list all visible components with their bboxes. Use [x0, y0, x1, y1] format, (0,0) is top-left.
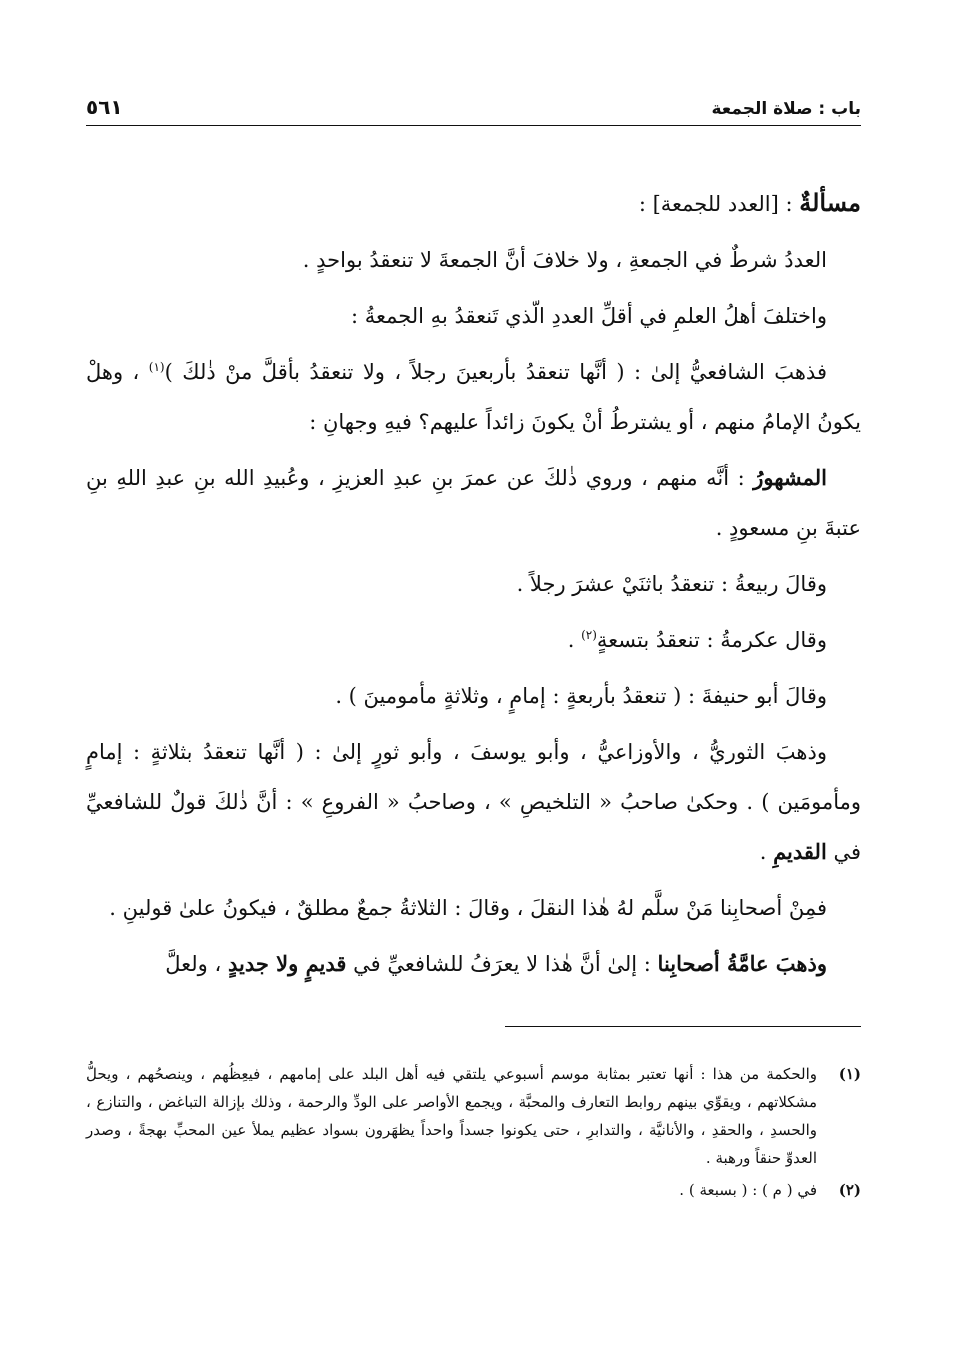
paragraph-5: وقالَ ربيعةُ : تنعقدُ باثنَيْ عشرَ رجلاً . — [516, 572, 827, 596]
footnote-2 — [86, 1176, 861, 1204]
paragraph-6 — [86, 615, 861, 665]
chapter-title: باب : صلاة الجمعة — [711, 99, 861, 119]
masala-label: مسألةٌ — [799, 188, 861, 217]
footnote-2-text: في ( م ) : ( بسبعة ) . — [679, 1181, 817, 1199]
paragraph-8-text-a: وذهبَ الثوريُّ ، والأوزاعيُّ ، وأبو يوسفَ ، وأبو ثورٍ إلىٰ : ( أنَّها تنعقدُ بثلاثةٍ : إمامٍ ومأمومَين ) . وحكىٰ صاحبُ « التلخيصِ » ، وصاحبُ « الفروعِ » : أنَّ ذٰلكَ قولٌ للشافعيِّ في — [86, 740, 861, 864]
paragraph-10 — [86, 939, 861, 989]
paragraph-10-text-mid: : إلىٰ أنَّ هٰذا لا يعرَفُ للشافعيِّ في — [346, 952, 658, 976]
paragraph-8 — [86, 727, 861, 877]
paragraph-3-text-a: فذهبَ الشافعيُّ إلىٰ : ( أنَّها تنعقدُ بأربعينَ رجلاً ، ولا تنعقدُ بأقلَّ منْ ذٰلكَ ) — [164, 360, 827, 384]
paragraph-3 — [86, 347, 861, 447]
footnotes — [86, 1060, 861, 1208]
page-number: ٥٦١ — [86, 95, 123, 119]
paragraph-6-text-a: وقال عكرمةُ : تنعقدُ بتسعةٍ — [596, 628, 827, 652]
footnote-2-number: (٢) — [838, 1181, 861, 1199]
paragraph-2: واختلفَ أهلُ العلمِ في أقلِّ العددِ الّذي تَنعقدُ بهِ الجمعةُ : — [350, 304, 827, 328]
footnote-1 — [86, 1060, 861, 1172]
paragraph-8-text-b: . — [759, 840, 774, 864]
footnote-ref-1[interactable]: (١) — [148, 360, 165, 374]
paragraph-7: وقالَ أبو حنيفةَ : ( تنعقدُ بأربعةٍ : إمامٍ ، وثلاثةٍ مأمومينَ ) . — [335, 684, 827, 708]
paragraph-10-text-end: ، ولعلَّ — [165, 952, 228, 976]
masala-topic: : [العدد للجمعة] : — [638, 192, 800, 216]
paragraph-4-bold: المشهورُ — [753, 465, 827, 490]
paragraph-3-text-b: ، وهلْ يكونُ الإمامُ منهم ، أو يشترطُ أنْ يكونَ زائداً عليهم؟ فيهِ وجهانِ : — [86, 360, 861, 434]
paragraph-10-bold-2: قديمٍ ولا جديدٍ — [227, 951, 347, 976]
paragraph-4 — [86, 453, 861, 553]
paragraph-1: العددُ شرطٌ في الجمعةِ ، ولا خلافَ أنَّ الجمعةَ لا تنعقدُ بواحدٍ . — [302, 248, 827, 272]
footnote-divider — [505, 1026, 861, 1027]
main-text — [86, 178, 861, 995]
footnote-1-number: (١) — [838, 1065, 861, 1083]
paragraph-10-bold-1: وذهبَ عامَّةُ أصحابِنا — [657, 951, 827, 976]
footnote-ref-2[interactable]: (٢) — [581, 628, 597, 642]
footnote-1-text: والحكمة من هذا : أنها تعتبر بمثابة موسم أسبوعي يلتقي فيه أهل البلد على إمامهم ، فيعِظُهم ، وينصحُهم ، ويحلُّ مشكلاتهم ، ويقوِّي بينهم روابط التعارف والمحبَّة ، ويجمع الأواصر على الودِّ والرحمة ، وذلك بإزالة التباغض ، والتنازع ، والحسدِ ، والحقدِ ، والأنانيَّة ، والتدابرِ ، حتى يكونوا جسداً واحداً يظهَرون بسواد عظيم يملأ عين المحبِّ بهجةً ، وصدر العدوِّ حنقاً ورهبة . — [86, 1065, 817, 1167]
paragraph-8-bold: القديمِ — [773, 839, 827, 864]
running-header — [86, 86, 861, 126]
paragraph-4-text: : أنَّه منهم ، وروي ذٰلكَ عن عمرَ بنِ عبدِ العزيزِ ، وعُبيدِ الله بنِ عبدِ اللهِ بنِ عتبةَ بنِ مسعودٍ . — [86, 466, 861, 540]
paragraph-6-text-b: . — [567, 628, 582, 652]
paragraph-9: فمِنْ أصحابِنا مَنْ سلَّم لهُ هٰذا النقلَ ، وقالَ : الثلاثةُ جمعٌ مطلقٌ ، فيكونُ علىٰ قولينِ . — [109, 896, 827, 920]
section-heading — [86, 178, 861, 229]
